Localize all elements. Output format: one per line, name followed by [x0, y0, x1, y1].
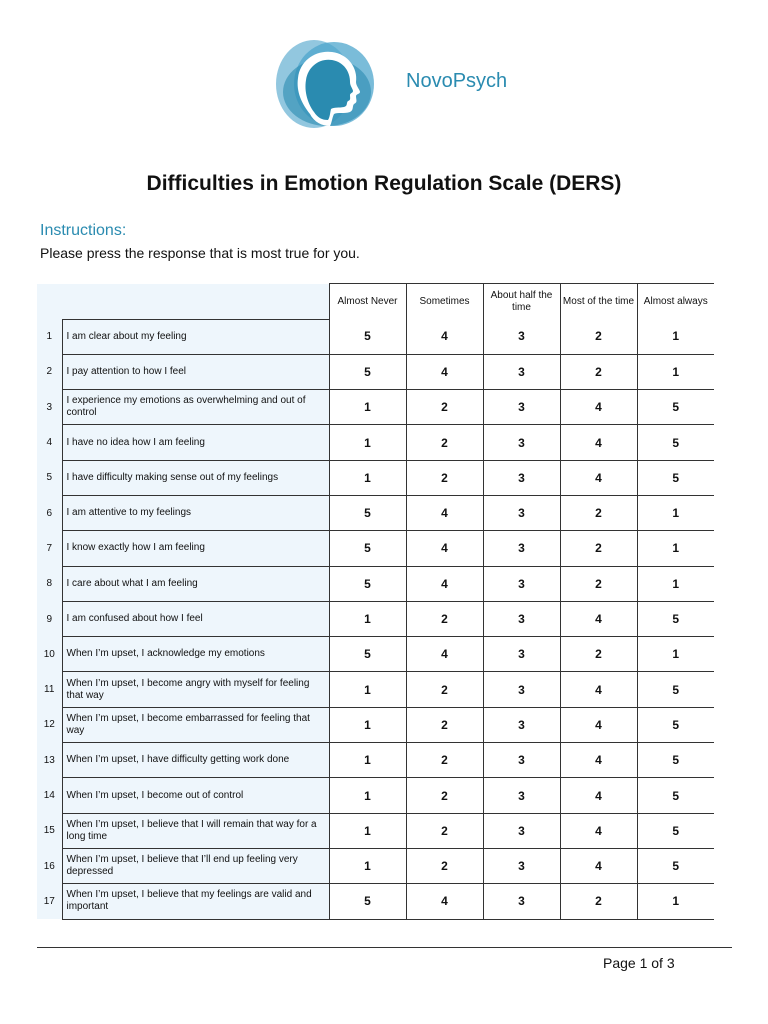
response-option-button[interactable]: 1	[329, 460, 406, 495]
response-option-button[interactable]: 1	[637, 637, 714, 672]
question-number: 16	[37, 848, 62, 883]
response-option-button[interactable]: 3	[483, 743, 560, 778]
question-number: 12	[37, 707, 62, 742]
response-option-button[interactable]: 3	[483, 884, 560, 919]
question-text: I am attentive to my feelings	[62, 495, 329, 530]
response-option-button[interactable]: 4	[406, 354, 483, 389]
response-option-button[interactable]: 2	[406, 707, 483, 742]
response-option-button[interactable]: 4	[406, 884, 483, 919]
question-row	[37, 390, 714, 425]
response-option-button[interactable]: 3	[483, 707, 560, 742]
question-text: When I’m upset, I believe that I’ll end up feeling very depressed	[62, 848, 329, 883]
response-option-button[interactable]: 2	[560, 319, 637, 354]
response-option-button[interactable]: 2	[406, 425, 483, 460]
question-row	[37, 743, 714, 778]
question-text: I pay attention to how I feel	[62, 354, 329, 389]
question-row	[37, 848, 714, 883]
option-header-about-half: About half the time	[483, 284, 560, 320]
response-option-button[interactable]: 5	[637, 390, 714, 425]
response-option-button[interactable]: 1	[329, 778, 406, 813]
response-option-button[interactable]: 5	[637, 425, 714, 460]
question-row	[37, 354, 714, 389]
response-option-button[interactable]: 5	[637, 707, 714, 742]
question-number: 15	[37, 813, 62, 848]
response-option-button[interactable]: 3	[483, 531, 560, 566]
question-number: 8	[37, 566, 62, 601]
question-number: 9	[37, 601, 62, 636]
question-row	[37, 707, 714, 742]
response-option-button[interactable]: 2	[560, 884, 637, 919]
response-option-button[interactable]: 3	[483, 319, 560, 354]
response-option-button[interactable]: 5	[637, 813, 714, 848]
question-text: I am clear about my feeling	[62, 319, 329, 354]
response-option-button[interactable]: 1	[637, 884, 714, 919]
response-option-button[interactable]: 1	[329, 672, 406, 707]
question-row	[37, 460, 714, 495]
response-option-button[interactable]: 5	[329, 319, 406, 354]
question-text: When I’m upset, I acknowledge my emotions	[62, 637, 329, 672]
question-number: 1	[37, 319, 62, 354]
response-option-button[interactable]: 4	[560, 390, 637, 425]
response-option-button[interactable]: 4	[406, 531, 483, 566]
response-option-button[interactable]: 4	[560, 601, 637, 636]
response-option-button[interactable]: 4	[560, 848, 637, 883]
question-number: 10	[37, 637, 62, 672]
novopsych-logo-icon	[272, 34, 382, 130]
question-rows	[37, 319, 714, 919]
question-row	[37, 319, 714, 354]
response-option-button[interactable]: 2	[406, 390, 483, 425]
footer-divider	[37, 947, 732, 948]
response-option-button[interactable]: 5	[329, 884, 406, 919]
response-option-button[interactable]: 1	[637, 319, 714, 354]
question-text: When I’m upset, I believe that I will remain that way for a long time	[62, 813, 329, 848]
question-row	[37, 566, 714, 601]
response-option-button[interactable]: 1	[329, 848, 406, 883]
response-option-button[interactable]: 2	[406, 813, 483, 848]
response-option-button[interactable]: 3	[483, 672, 560, 707]
question-number: 14	[37, 778, 62, 813]
question-row	[37, 637, 714, 672]
option-header-sometimes: Sometimes	[406, 284, 483, 320]
question-text: When I’m upset, I become angry with myself for feeling that way	[62, 672, 329, 707]
response-option-button[interactable]: 5	[329, 495, 406, 530]
response-option-button[interactable]: 2	[406, 848, 483, 883]
response-option-button[interactable]: 5	[329, 566, 406, 601]
question-text: I have difficulty making sense out of my feelings	[62, 460, 329, 495]
response-option-button[interactable]: 1	[329, 425, 406, 460]
response-option-button[interactable]: 3	[483, 566, 560, 601]
response-option-button[interactable]: 5	[329, 637, 406, 672]
response-option-button[interactable]: 2	[560, 531, 637, 566]
response-option-button[interactable]: 2	[406, 672, 483, 707]
response-option-button[interactable]: 2	[560, 566, 637, 601]
question-text: When I’m upset, I become out of control	[62, 778, 329, 813]
question-text: I have no idea how I am feeling	[62, 425, 329, 460]
question-number: 2	[37, 354, 62, 389]
response-option-button[interactable]: 1	[637, 495, 714, 530]
response-option-button[interactable]: 1	[637, 354, 714, 389]
response-option-button[interactable]: 2	[560, 637, 637, 672]
response-option-button[interactable]: 2	[560, 495, 637, 530]
question-number: 3	[37, 390, 62, 425]
question-number: 17	[37, 884, 62, 919]
response-option-button[interactable]: 1	[329, 813, 406, 848]
question-number: 11	[37, 672, 62, 707]
response-option-button[interactable]: 5	[637, 672, 714, 707]
response-option-button[interactable]: 1	[329, 707, 406, 742]
question-text: When I’m upset, I believe that my feelings are valid and important	[62, 884, 329, 919]
question-row	[37, 495, 714, 530]
header-question-blank	[62, 284, 329, 320]
question-number: 7	[37, 531, 62, 566]
question-row	[37, 531, 714, 566]
question-text: When I’m upset, I become embarrassed for feeling that way	[62, 707, 329, 742]
response-option-button[interactable]: 1	[329, 390, 406, 425]
option-header-almost-never: Almost Never	[329, 284, 406, 320]
response-option-button[interactable]: 3	[483, 778, 560, 813]
response-option-button[interactable]: 4	[560, 778, 637, 813]
response-option-button[interactable]: 4	[406, 495, 483, 530]
question-text: I know exactly how I am feeling	[62, 531, 329, 566]
question-row	[37, 778, 714, 813]
response-option-button[interactable]: 1	[329, 601, 406, 636]
response-option-button[interactable]: 4	[560, 672, 637, 707]
response-option-button[interactable]: 3	[483, 354, 560, 389]
response-option-button[interactable]: 4	[406, 637, 483, 672]
response-option-button[interactable]: 4	[560, 813, 637, 848]
question-text: I experience my emotions as overwhelming and out of control	[62, 390, 329, 425]
response-option-button[interactable]: 3	[483, 390, 560, 425]
question-number: 6	[37, 495, 62, 530]
response-option-button[interactable]: 3	[483, 460, 560, 495]
response-option-button[interactable]: 5	[329, 531, 406, 566]
response-option-button[interactable]: 3	[483, 425, 560, 460]
option-header-most-of-time: Most of the time	[560, 284, 637, 320]
question-number: 5	[37, 460, 62, 495]
response-option-button[interactable]: 2	[406, 601, 483, 636]
response-option-button[interactable]: 2	[406, 460, 483, 495]
page-number: Page 1 of 3	[603, 955, 675, 971]
response-option-button[interactable]: 2	[406, 778, 483, 813]
header-number-blank	[37, 284, 62, 320]
question-row	[37, 672, 714, 707]
question-row	[37, 813, 714, 848]
response-option-button[interactable]: 3	[483, 813, 560, 848]
page-title: Difficulties in Emotion Regulation Scale (DERS)	[146, 172, 622, 195]
response-option-button[interactable]: 1	[637, 566, 714, 601]
response-option-button[interactable]: 3	[483, 495, 560, 530]
question-row	[37, 601, 714, 636]
response-option-button[interactable]: 2	[560, 354, 637, 389]
response-option-button[interactable]: 4	[406, 319, 483, 354]
question-text: I am confused about how I feel	[62, 601, 329, 636]
response-option-button[interactable]: 5	[637, 743, 714, 778]
response-option-button[interactable]: 2	[406, 743, 483, 778]
response-option-button[interactable]: 5	[637, 460, 714, 495]
question-text: I care about what I am feeling	[62, 566, 329, 601]
response-option-button[interactable]: 3	[483, 637, 560, 672]
response-option-button[interactable]: 1	[637, 531, 714, 566]
response-option-button[interactable]: 3	[483, 601, 560, 636]
response-option-button[interactable]: 3	[483, 848, 560, 883]
response-option-button[interactable]: 1	[329, 743, 406, 778]
question-number: 4	[37, 425, 62, 460]
instructions-text: Please press the response that is most true for you.	[40, 245, 360, 261]
instructions-heading: Instructions:	[40, 222, 127, 239]
response-option-button[interactable]: 4	[560, 707, 637, 742]
response-option-button[interactable]: 5	[637, 848, 714, 883]
question-row	[37, 425, 714, 460]
response-option-button[interactable]: 5	[637, 601, 714, 636]
response-option-button[interactable]: 4	[560, 743, 637, 778]
response-option-button[interactable]: 5	[329, 354, 406, 389]
question-text: When I’m upset, I have difficulty getting work done	[62, 743, 329, 778]
option-header-almost-always: Almost always	[637, 284, 714, 320]
ders-question-table	[37, 283, 714, 920]
response-option-button[interactable]: 5	[637, 778, 714, 813]
brand-name: NovoPsych	[406, 70, 508, 92]
question-number: 13	[37, 743, 62, 778]
response-option-button[interactable]: 4	[406, 566, 483, 601]
table-header-row	[37, 284, 714, 320]
response-option-button[interactable]: 4	[560, 460, 637, 495]
response-option-button[interactable]: 4	[560, 425, 637, 460]
question-row	[37, 884, 714, 919]
